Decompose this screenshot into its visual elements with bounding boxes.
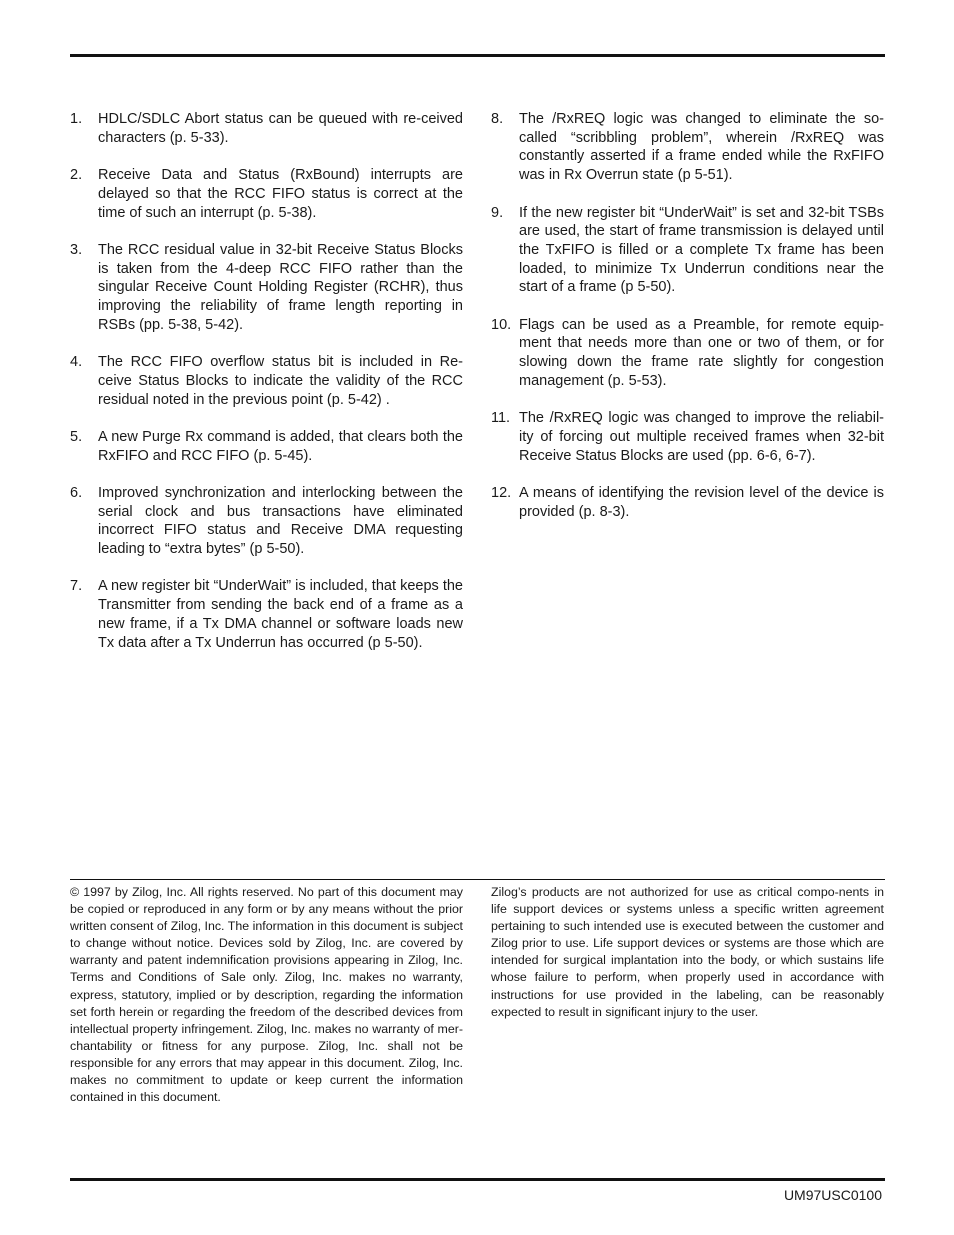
list-item bbox=[70, 166, 463, 222]
list-item bbox=[70, 241, 463, 335]
item-number: 6. bbox=[70, 484, 83, 501]
document-id: UM97USC0100 bbox=[783, 1187, 882, 1203]
list-item bbox=[491, 484, 884, 521]
list-item bbox=[491, 409, 884, 465]
item-number: 9. bbox=[491, 204, 504, 221]
list-item bbox=[491, 110, 884, 185]
item-number: 10. bbox=[491, 316, 512, 333]
header-rule bbox=[70, 54, 885, 57]
item-number: 11. bbox=[491, 410, 511, 427]
list-item bbox=[491, 204, 884, 298]
revision-list-left bbox=[70, 110, 463, 652]
footer-rule bbox=[70, 1178, 885, 1181]
item-text: If the new register bit “UnderWait” is set and 32-bit TSBs are used, the start of frame transmission is delayed until the TxFIFO is filled or a complete Tx frame has been loaded, to minimize Tx Underrun conditions near the start of a frame (p 5-50). bbox=[519, 204, 884, 296]
list-item bbox=[491, 316, 884, 391]
item-number: 5. bbox=[70, 428, 83, 445]
revision-list-right bbox=[491, 110, 884, 521]
item-text: The RCC residual value in 32-bit Receive Status Blocks is taken from the 4-deep RCC FIFO rather than the singular Receive Count Holding Register (RCHR), thus improving the reliability of frame length reporting in RSBs (pp. 5-38, 5-42). bbox=[98, 241, 463, 333]
item-number: 4. bbox=[70, 354, 83, 371]
item-number: 12. bbox=[491, 485, 512, 501]
item-number: 7. bbox=[70, 578, 83, 595]
item-text: The /RxREQ logic was changed to eliminate the so-called “scribbling problem”, wherein /RxREQ was constantly asserted if a frame ended while the RxFIFO was in Rx Overrun state (p 5-51). bbox=[519, 111, 884, 184]
item-text: A new Purge Rx command is added, that clears both the RxFIFO and RCC FIFO (p. 5-45). bbox=[98, 428, 463, 464]
item-text: Receive Data and Status (RxBound) interrupts are delayed so that the RCC FIFO status is correct at the time of such an interrupt (p. 5-38). bbox=[98, 167, 463, 221]
right-column bbox=[491, 110, 884, 540]
item-text: The /RxREQ logic was changed to improve the reliabil-ity of forcing out multiple received frames when 32-bit Receive Status Blocks are used (pp. 6-6, 6-7). bbox=[519, 410, 884, 464]
left-column bbox=[70, 110, 463, 671]
item-number: 8. bbox=[491, 111, 504, 127]
copyright-notice: © 1997 by Zilog, Inc. All rights reserved. No part of this document may be copied or reproduced in any form or by any means without the prior written consent of Zilog, Inc. The information in this document is subject to change without notice. Devices sold by Zilog, Inc. are covered by warranty and patent indemnification provisions appearing in Zilog, Inc. Terms and Conditions of Sale only. Zilog, Inc. makes no warranty, express, statutory, implied or by description, regarding the information set forth herein or regarding the freedom of the described devices from intellectual property infringement. Zilog, Inc. makes no warranty of mer-chantability or fitness for any purpose. Zilog, Inc. shall not be responsible for any errors that may appear in this document. Zilog, Inc. makes no commitment to update or keep current the information contained in this document. bbox=[70, 885, 463, 1105]
legal-divider bbox=[70, 879, 885, 880]
list-item bbox=[70, 577, 463, 652]
item-number: 3. bbox=[70, 241, 83, 258]
item-text: HDLC/SDLC Abort status can be queued with re-ceived characters (p. 5-33). bbox=[98, 111, 463, 146]
item-text: A means of identifying the revision level of the device is provided (p. 8-3). bbox=[519, 485, 884, 520]
list-item bbox=[70, 353, 463, 409]
list-item bbox=[70, 428, 463, 465]
item-text: The RCC FIFO overflow status bit is included in Re-ceive Status Blocks to indicate the validity of the RCC residual noted in the previous point (p. 5-42) . bbox=[98, 354, 463, 408]
item-number: 2. bbox=[70, 167, 83, 184]
item-text: A new register bit “UnderWait” is included, that keeps the Transmitter from sending the back end of a frame as a new frame, if a Tx DMA channel or software loads new Tx data after a Tx Underrun has occurred (p 5-50). bbox=[98, 578, 463, 651]
life-support-policy: Zilog’s products are not authorized for use as critical compo-nents in life support devices or systems unless a specific written agreement pertaining to such intended use is executed between the customer and Zilog prior to use. Life support devices or systems are those which are intended for surgical implantation into the body, or which sustains life whose failure to perform, when properly used in accordance with instructions for use provided in the labeling, can be reasonably expected to result in significant injury to the user. bbox=[491, 885, 884, 1019]
list-item bbox=[70, 110, 463, 147]
item-number: 1. bbox=[70, 111, 83, 127]
item-text: Flags can be used as a Preamble, for remote equip-ment that needs more than one or two of them, or for slowing down the frame rate slightly for congestion management (p. 5-53). bbox=[519, 316, 884, 389]
list-item bbox=[70, 484, 463, 559]
item-text: Improved synchronization and interlocking between the serial clock and bus transactions have eliminated incorrect FIFO status and Receive DMA requesting leading to “extra bytes” (p 5-50). bbox=[98, 484, 463, 558]
